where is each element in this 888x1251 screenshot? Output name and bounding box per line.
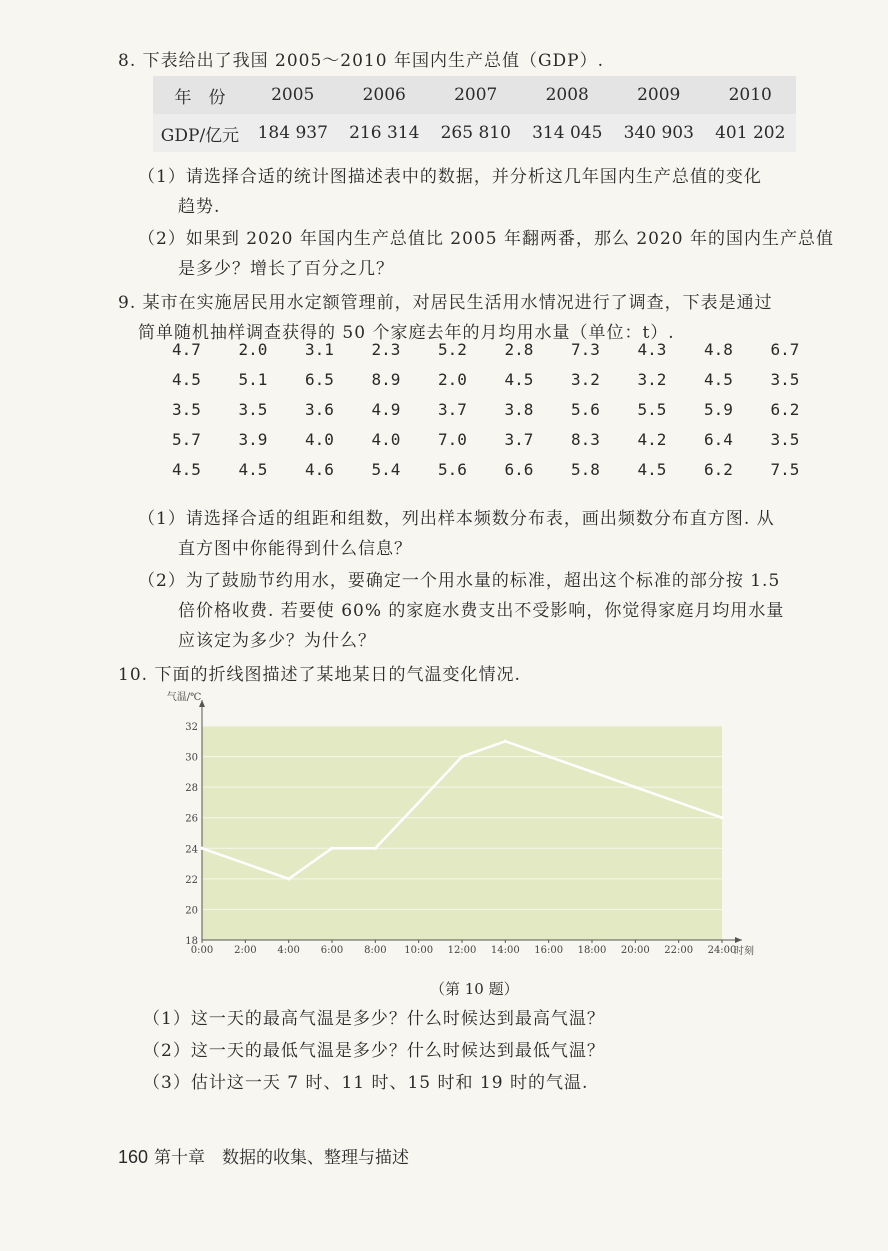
table-header-cell: 2006 xyxy=(339,76,431,114)
data-row xyxy=(172,340,837,370)
q9-sub2-line1: （2）为了鼓励节约用水，要确定一个用水量的标准，超出这个标准的部分按 1.5 xyxy=(138,571,781,591)
x-tick-label: 10:00 xyxy=(404,945,434,956)
q8-sub2-line2: 是多少？增长了百分之几？ xyxy=(178,259,394,279)
data-point xyxy=(590,770,593,773)
x-tick-label: 8:00 xyxy=(364,945,387,956)
q9-line2: 简单随机抽样调查获得的 50 个家庭去年的月均用水量（单位：t）. xyxy=(138,323,675,343)
x-tick-label: 24:00 xyxy=(707,945,737,956)
table-header-cell: 2009 xyxy=(613,76,705,114)
x-tick-label: 16:00 xyxy=(534,945,564,956)
page-number: 160 xyxy=(118,1147,149,1167)
data-cell: 8.9 xyxy=(371,370,401,389)
chart-caption: （第 10 题） xyxy=(430,980,519,998)
q8-sub1-line1: （1）请选择合适的统计图描述表中的数据，并分析这几年国内生产总值的变化 xyxy=(138,167,762,187)
data-cell: 2.0 xyxy=(438,370,467,389)
table-cell: 401 202 xyxy=(705,114,797,152)
y-tick-label: 28 xyxy=(185,783,198,795)
q9-sub2-line2: 倍价格收费. 若要使 60% 的家庭水费支出不受影响，你觉得家庭月均用水量 xyxy=(178,601,785,621)
data-cell: 6.2 xyxy=(770,400,800,419)
q10-sub1: （1）这一天的最高气温是多少？什么时候达到最高气温？ xyxy=(143,1009,605,1029)
q9-sub1-line1: （1）请选择合适的组距和组数，列出样本频数分布表，画出频数分布直方图. 从 xyxy=(138,509,775,529)
q8-sub1-line2: 趋势. xyxy=(178,197,221,217)
y-tick-label: 22 xyxy=(185,874,198,886)
data-cell: 3.7 xyxy=(504,430,534,449)
x-axis-arrow xyxy=(735,937,742,943)
data-cell: 6.5 xyxy=(305,370,334,389)
data-cell: 3.9 xyxy=(238,430,268,449)
table-cell: 340 903 xyxy=(613,114,705,152)
q8-title: 8. 下表给出了我国 2005～2010 年国内生产总值（GDP）. xyxy=(118,51,605,71)
q9-line1: 9. 某市在实施居民用水定额管理前，对居民生活用水情况进行了调查，下表是通过 xyxy=(118,293,773,313)
data-cell: 5.6 xyxy=(571,400,600,419)
data-point xyxy=(720,816,723,819)
data-point xyxy=(547,755,550,758)
table-header-cell: 2010 xyxy=(705,76,797,114)
table-header-cell: 年 份 xyxy=(153,76,247,114)
data-cell: 2.0 xyxy=(238,340,268,359)
data-cell: 2.3 xyxy=(371,340,401,359)
y-axis-label: 气温/℃ xyxy=(166,692,202,703)
y-tick-label: 26 xyxy=(185,813,198,825)
temperature-line-chart xyxy=(150,684,780,974)
data-cell: 3.5 xyxy=(770,370,800,389)
x-tick-label: 20:00 xyxy=(620,945,650,956)
data-row xyxy=(172,370,837,400)
data-point xyxy=(330,847,333,850)
q8-sub2-line1: （2）如果到 2020 年国内生产总值比 2005 年翻两番，那么 2020 年的国内生产总值 xyxy=(138,229,835,249)
data-cell: 4.5 xyxy=(172,460,201,479)
data-cell: 5.8 xyxy=(571,460,600,479)
data-cell: 3.1 xyxy=(305,340,334,359)
data-row xyxy=(172,430,837,460)
data-cell: 7.0 xyxy=(438,430,467,449)
q10-title: 10. 下面的折线图描述了某地某日的气温变化情况. xyxy=(118,665,521,685)
data-cell: 3.5 xyxy=(172,400,201,419)
x-tick-label: 6:00 xyxy=(320,945,344,956)
table-header-cell: 2007 xyxy=(430,76,522,114)
x-tick-label: 18:00 xyxy=(577,945,607,956)
data-cell: 4.2 xyxy=(637,430,667,449)
data-cell: 4.6 xyxy=(305,460,334,479)
page-footer xyxy=(118,1143,409,1168)
water-usage-data-grid xyxy=(172,340,837,490)
data-cell: 5.4 xyxy=(371,460,401,479)
q9-sub1-line2: 直方图中你能得到什么信息？ xyxy=(178,539,412,559)
y-tick-label: 30 xyxy=(185,752,198,764)
data-cell: 6.4 xyxy=(704,430,733,449)
data-cell: 4.5 xyxy=(238,460,268,479)
data-cell: 4.7 xyxy=(172,340,201,359)
x-tick-label: 4:00 xyxy=(277,945,300,956)
data-cell: 3.5 xyxy=(770,430,800,449)
data-cell: 6.7 xyxy=(770,340,800,359)
data-cell: 3.2 xyxy=(571,370,600,389)
x-axis-label: 时刻 xyxy=(734,946,754,957)
data-cell: 4.3 xyxy=(637,340,667,359)
data-cell: 5.5 xyxy=(637,400,667,419)
data-cell: 5.9 xyxy=(704,400,733,419)
q9-sub2-line3: 应该定为多少？为什么？ xyxy=(178,631,376,651)
data-cell: 6.6 xyxy=(504,460,534,479)
data-cell: 7.5 xyxy=(770,460,800,479)
table-cell: 184 937 xyxy=(247,114,339,152)
chapter-title: 第十章 数据的收集、整理与描述 xyxy=(154,1148,410,1167)
data-cell: 4.8 xyxy=(704,340,733,359)
data-point xyxy=(200,847,203,850)
data-row xyxy=(172,460,837,490)
x-tick-label: 12:00 xyxy=(447,945,477,956)
q10-sub3: （3）估计这一天 7 时、11 时、15 时和 19 时的气温. xyxy=(143,1073,589,1093)
data-cell: 3.7 xyxy=(438,400,467,419)
x-tick-label: 0:00 xyxy=(190,945,214,956)
q10-sub2: （2）这一天的最低气温是多少？什么时候达到最低气温？ xyxy=(143,1041,605,1061)
y-tick-label: 32 xyxy=(185,722,198,733)
table-header-cell: 2005 xyxy=(247,76,339,114)
table-header-cell: 2008 xyxy=(522,76,614,114)
data-cell: 4.9 xyxy=(371,400,401,419)
data-cell: 7.3 xyxy=(571,340,600,359)
y-tick-label: 20 xyxy=(185,905,198,917)
table-cell: 265 810 xyxy=(430,114,522,152)
data-point xyxy=(460,755,463,758)
data-cell: 5.6 xyxy=(438,460,467,479)
data-cell: 4.0 xyxy=(371,430,401,449)
data-cell: 6.2 xyxy=(704,460,733,479)
data-cell: 5.2 xyxy=(438,340,467,359)
table-cell: 216 314 xyxy=(339,114,431,152)
data-cell: 3.5 xyxy=(238,400,268,419)
data-cell: 3.8 xyxy=(504,400,534,419)
data-point xyxy=(504,740,507,743)
x-tick-label: 2:00 xyxy=(234,945,257,956)
data-point xyxy=(634,786,637,789)
table-cell: 314 045 xyxy=(522,114,614,152)
x-tick-label: 22:00 xyxy=(664,945,694,956)
data-point xyxy=(287,877,290,880)
data-cell: 4.5 xyxy=(704,370,733,389)
gdp-table-header-row xyxy=(153,76,796,114)
data-cell: 3.2 xyxy=(637,370,667,389)
data-cell: 4.5 xyxy=(637,460,667,479)
gdp-table xyxy=(153,76,796,152)
data-row xyxy=(172,400,837,430)
table-cell: GDP/亿元 xyxy=(153,114,247,152)
data-point xyxy=(374,847,377,850)
data-cell: 2.8 xyxy=(504,340,534,359)
data-cell: 5.1 xyxy=(238,370,268,389)
y-tick-label: 18 xyxy=(185,936,198,947)
data-cell: 8.3 xyxy=(571,430,600,449)
data-cell: 4.0 xyxy=(305,430,334,449)
y-tick-label: 24 xyxy=(185,844,198,856)
x-tick-label: 14:00 xyxy=(490,945,520,956)
data-cell: 4.5 xyxy=(504,370,534,389)
data-cell: 5.7 xyxy=(172,430,201,449)
gdp-table-value-row xyxy=(153,114,796,152)
data-cell: 4.5 xyxy=(172,370,201,389)
data-cell: 3.6 xyxy=(305,400,334,419)
